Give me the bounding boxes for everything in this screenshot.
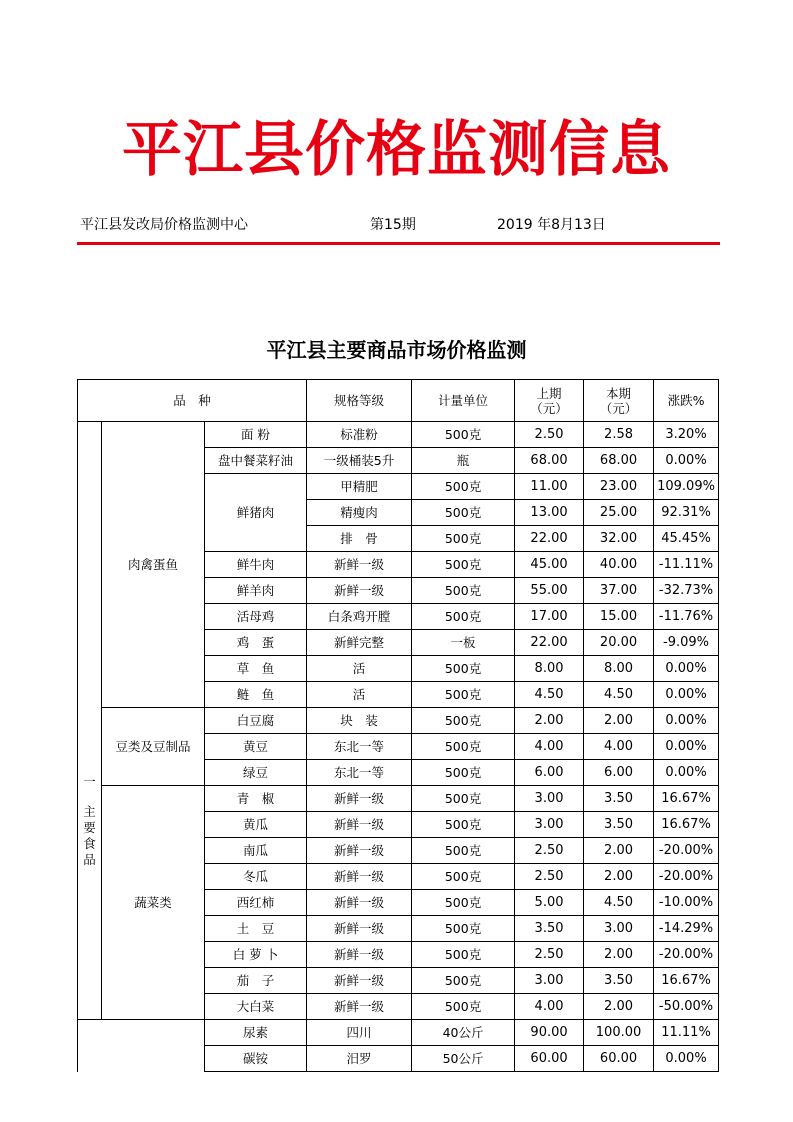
item-curr-price: 2.00 [584,864,654,890]
item-spec: 一级桶装5升 [307,448,412,474]
item-prev-price: 6.00 [515,760,584,786]
item-spec: 新鲜一级 [307,890,412,916]
item-spec: 东北一等 [307,734,412,760]
item-spec: 活 [307,656,412,682]
section-food-label: 一 主 要 食 品 [83,773,96,867]
item-curr-price: 3.50 [584,968,654,994]
item-name: 面 粉 [205,422,307,448]
item-unit: 500克 [412,890,515,916]
item-unit: 500克 [412,604,515,630]
item-name: 大白菜 [205,994,307,1020]
item-unit: 500克 [412,786,515,812]
item-prev-price: 68.00 [515,448,584,474]
item-unit: 500克 [412,708,515,734]
item-unit: 500克 [412,500,515,526]
item-unit: 500克 [412,864,515,890]
item-curr-price: 20.00 [584,630,654,656]
item-curr-price: 23.00 [584,474,654,500]
item-prev-price: 4.50 [515,682,584,708]
col-spec: 规格等级 [307,380,412,422]
item-change: 0.00% [654,448,719,474]
item-curr-price: 3.50 [584,786,654,812]
col-unit: 计量单位 [412,380,515,422]
item-spec: 东北一等 [307,760,412,786]
item-spec: 新鲜一级 [307,942,412,968]
item-curr-price: 8.00 [584,656,654,682]
item-name: 活母鸡 [205,604,307,630]
col-prev: 上期 （元） [515,380,584,422]
item-unit: 500克 [412,578,515,604]
item-name: 白豆腐 [205,708,307,734]
item-spec: 白条鸡开膛 [307,604,412,630]
item-name: 西红柿 [205,890,307,916]
table-row [78,1020,719,1046]
item-change: 109.09% [654,474,719,500]
table-header-row [78,380,719,422]
item-prev-price: 45.00 [515,552,584,578]
item-curr-price: 68.00 [584,448,654,474]
item-prev-price: 60.00 [515,1046,584,1072]
item-name: 绿豆 [205,760,307,786]
item-curr-price: 60.00 [584,1046,654,1072]
item-prev-price: 2.50 [515,942,584,968]
item-prev-price: 2.50 [515,838,584,864]
item-unit: 500克 [412,760,515,786]
item-change: -20.00% [654,942,719,968]
item-change: 11.11% [654,1020,719,1046]
item-spec: 块 装 [307,708,412,734]
group-veg: 蔬菜类 [102,786,205,1020]
item-unit: 500克 [412,994,515,1020]
item-spec: 新鲜一级 [307,916,412,942]
item-curr-price: 40.00 [584,552,654,578]
item-spec: 新鲜一级 [307,812,412,838]
issue-date: 2019 年8月13日 [497,217,606,233]
item-change: 0.00% [654,682,719,708]
item-prev-price: 3.00 [515,786,584,812]
table-title: 平江县主要商品市场价格监测 [266,338,527,362]
item-spec: 精瘦肉 [307,500,412,526]
item-prev-price: 3.50 [515,916,584,942]
group-beans: 豆类及豆制品 [102,708,205,786]
item-name: 鲜猪肉 [205,474,307,552]
item-unit: 500克 [412,682,515,708]
item-name: 土 豆 [205,916,307,942]
item-unit: 500克 [412,552,515,578]
table-row [78,422,719,448]
item-unit: 500克 [412,916,515,942]
item-prev-price: 4.00 [515,994,584,1020]
item-curr-price: 3.00 [584,916,654,942]
item-unit: 500克 [412,474,515,500]
item-prev-price: 3.00 [515,812,584,838]
item-prev-price: 8.00 [515,656,584,682]
item-prev-price: 11.00 [515,474,584,500]
col-change: 涨跌% [654,380,719,422]
item-change: 16.67% [654,812,719,838]
item-change: -20.00% [654,838,719,864]
col-curr: 本期 （元） [584,380,654,422]
item-name: 黄豆 [205,734,307,760]
item-change: -14.29% [654,916,719,942]
item-curr-price: 15.00 [584,604,654,630]
item-change: 3.20% [654,422,719,448]
table-row [78,708,719,734]
item-unit: 500克 [412,656,515,682]
item-prev-price: 3.00 [515,968,584,994]
item-change: 0.00% [654,656,719,682]
item-name: 草 鱼 [205,656,307,682]
item-spec: 新鲜一级 [307,838,412,864]
item-change: 16.67% [654,968,719,994]
item-curr-price: 25.00 [584,500,654,526]
item-curr-price: 2.00 [584,838,654,864]
item-spec: 四川 [307,1020,412,1046]
item-unit: 一板 [412,630,515,656]
item-unit: 50公斤 [412,1046,515,1072]
item-unit: 500克 [412,734,515,760]
item-change: -10.00% [654,890,719,916]
item-curr-price: 4.00 [584,734,654,760]
item-change: 0.00% [654,1046,719,1072]
item-name: 鲜羊肉 [205,578,307,604]
item-change: -50.00% [654,994,719,1020]
item-prev-price: 13.00 [515,500,584,526]
item-name: 冬瓜 [205,864,307,890]
item-change: 45.45% [654,526,719,552]
item-change: 0.00% [654,708,719,734]
item-prev-price: 90.00 [515,1020,584,1046]
item-name: 盘中餐菜籽油 [205,448,307,474]
item-change: -32.73% [654,578,719,604]
item-name: 青 椒 [205,786,307,812]
item-name: 碳铵 [205,1046,307,1072]
item-curr-price: 6.00 [584,760,654,786]
item-curr-price: 4.50 [584,890,654,916]
item-curr-price: 4.50 [584,682,654,708]
item-curr-price: 37.00 [584,578,654,604]
item-curr-price: 2.58 [584,422,654,448]
item-prev-price: 17.00 [515,604,584,630]
item-spec: 新鲜一级 [307,864,412,890]
item-change: -20.00% [654,864,719,890]
item-prev-price: 4.00 [515,734,584,760]
item-name: 鲢 鱼 [205,682,307,708]
item-unit: 500克 [412,422,515,448]
item-unit: 500克 [412,942,515,968]
item-spec: 活 [307,682,412,708]
item-spec: 标准粉 [307,422,412,448]
group-meat: 肉禽蛋鱼 [102,422,205,708]
item-name: 白 萝 卜 [205,942,307,968]
col-variety: 品 种 [78,380,307,422]
item-spec: 新鲜完整 [307,630,412,656]
item-spec: 汨罗 [307,1046,412,1072]
item-name: 南瓜 [205,838,307,864]
item-spec: 新鲜一级 [307,968,412,994]
item-curr-price: 100.00 [584,1020,654,1046]
item-name: 尿素 [205,1020,307,1046]
item-unit: 500克 [412,812,515,838]
item-spec: 新鲜一级 [307,552,412,578]
item-unit: 500克 [412,838,515,864]
item-prev-price: 22.00 [515,526,584,552]
header-divider [77,242,720,245]
item-spec: 甲精肥 [307,474,412,500]
item-prev-price: 2.50 [515,864,584,890]
item-prev-price: 2.50 [515,422,584,448]
item-unit: 瓶 [412,448,515,474]
item-spec: 新鲜一级 [307,786,412,812]
section-food [78,422,102,1020]
issue-number: 第15期 [370,217,416,233]
item-name: 鸡 蛋 [205,630,307,656]
item-spec: 排 骨 [307,526,412,552]
item-curr-price: 3.50 [584,812,654,838]
item-unit: 40公斤 [412,1020,515,1046]
item-change: 0.00% [654,734,719,760]
item-unit: 500克 [412,526,515,552]
item-name: 鲜牛肉 [205,552,307,578]
report-title: 平江县价格监测信息 [122,115,671,185]
item-curr-price: 2.00 [584,942,654,968]
item-prev-price: 5.00 [515,890,584,916]
blank-group [78,1020,205,1072]
item-curr-price: 2.00 [584,708,654,734]
item-name: 茄 子 [205,968,307,994]
item-change: 16.67% [654,786,719,812]
table-row [78,786,719,812]
item-spec: 新鲜一级 [307,994,412,1020]
item-change: -11.11% [654,552,719,578]
item-name: 黄瓜 [205,812,307,838]
item-prev-price: 2.00 [515,708,584,734]
item-spec: 新鲜一级 [307,578,412,604]
item-curr-price: 32.00 [584,526,654,552]
item-change: -11.76% [654,604,719,630]
agency-name: 平江县发改局价格监测中心 [80,217,248,233]
item-change: -9.09% [654,630,719,656]
item-change: 92.31% [654,500,719,526]
item-unit: 500克 [412,968,515,994]
item-prev-price: 55.00 [515,578,584,604]
price-table [77,379,719,1072]
item-curr-price: 2.00 [584,994,654,1020]
item-change: 0.00% [654,760,719,786]
item-prev-price: 22.00 [515,630,584,656]
